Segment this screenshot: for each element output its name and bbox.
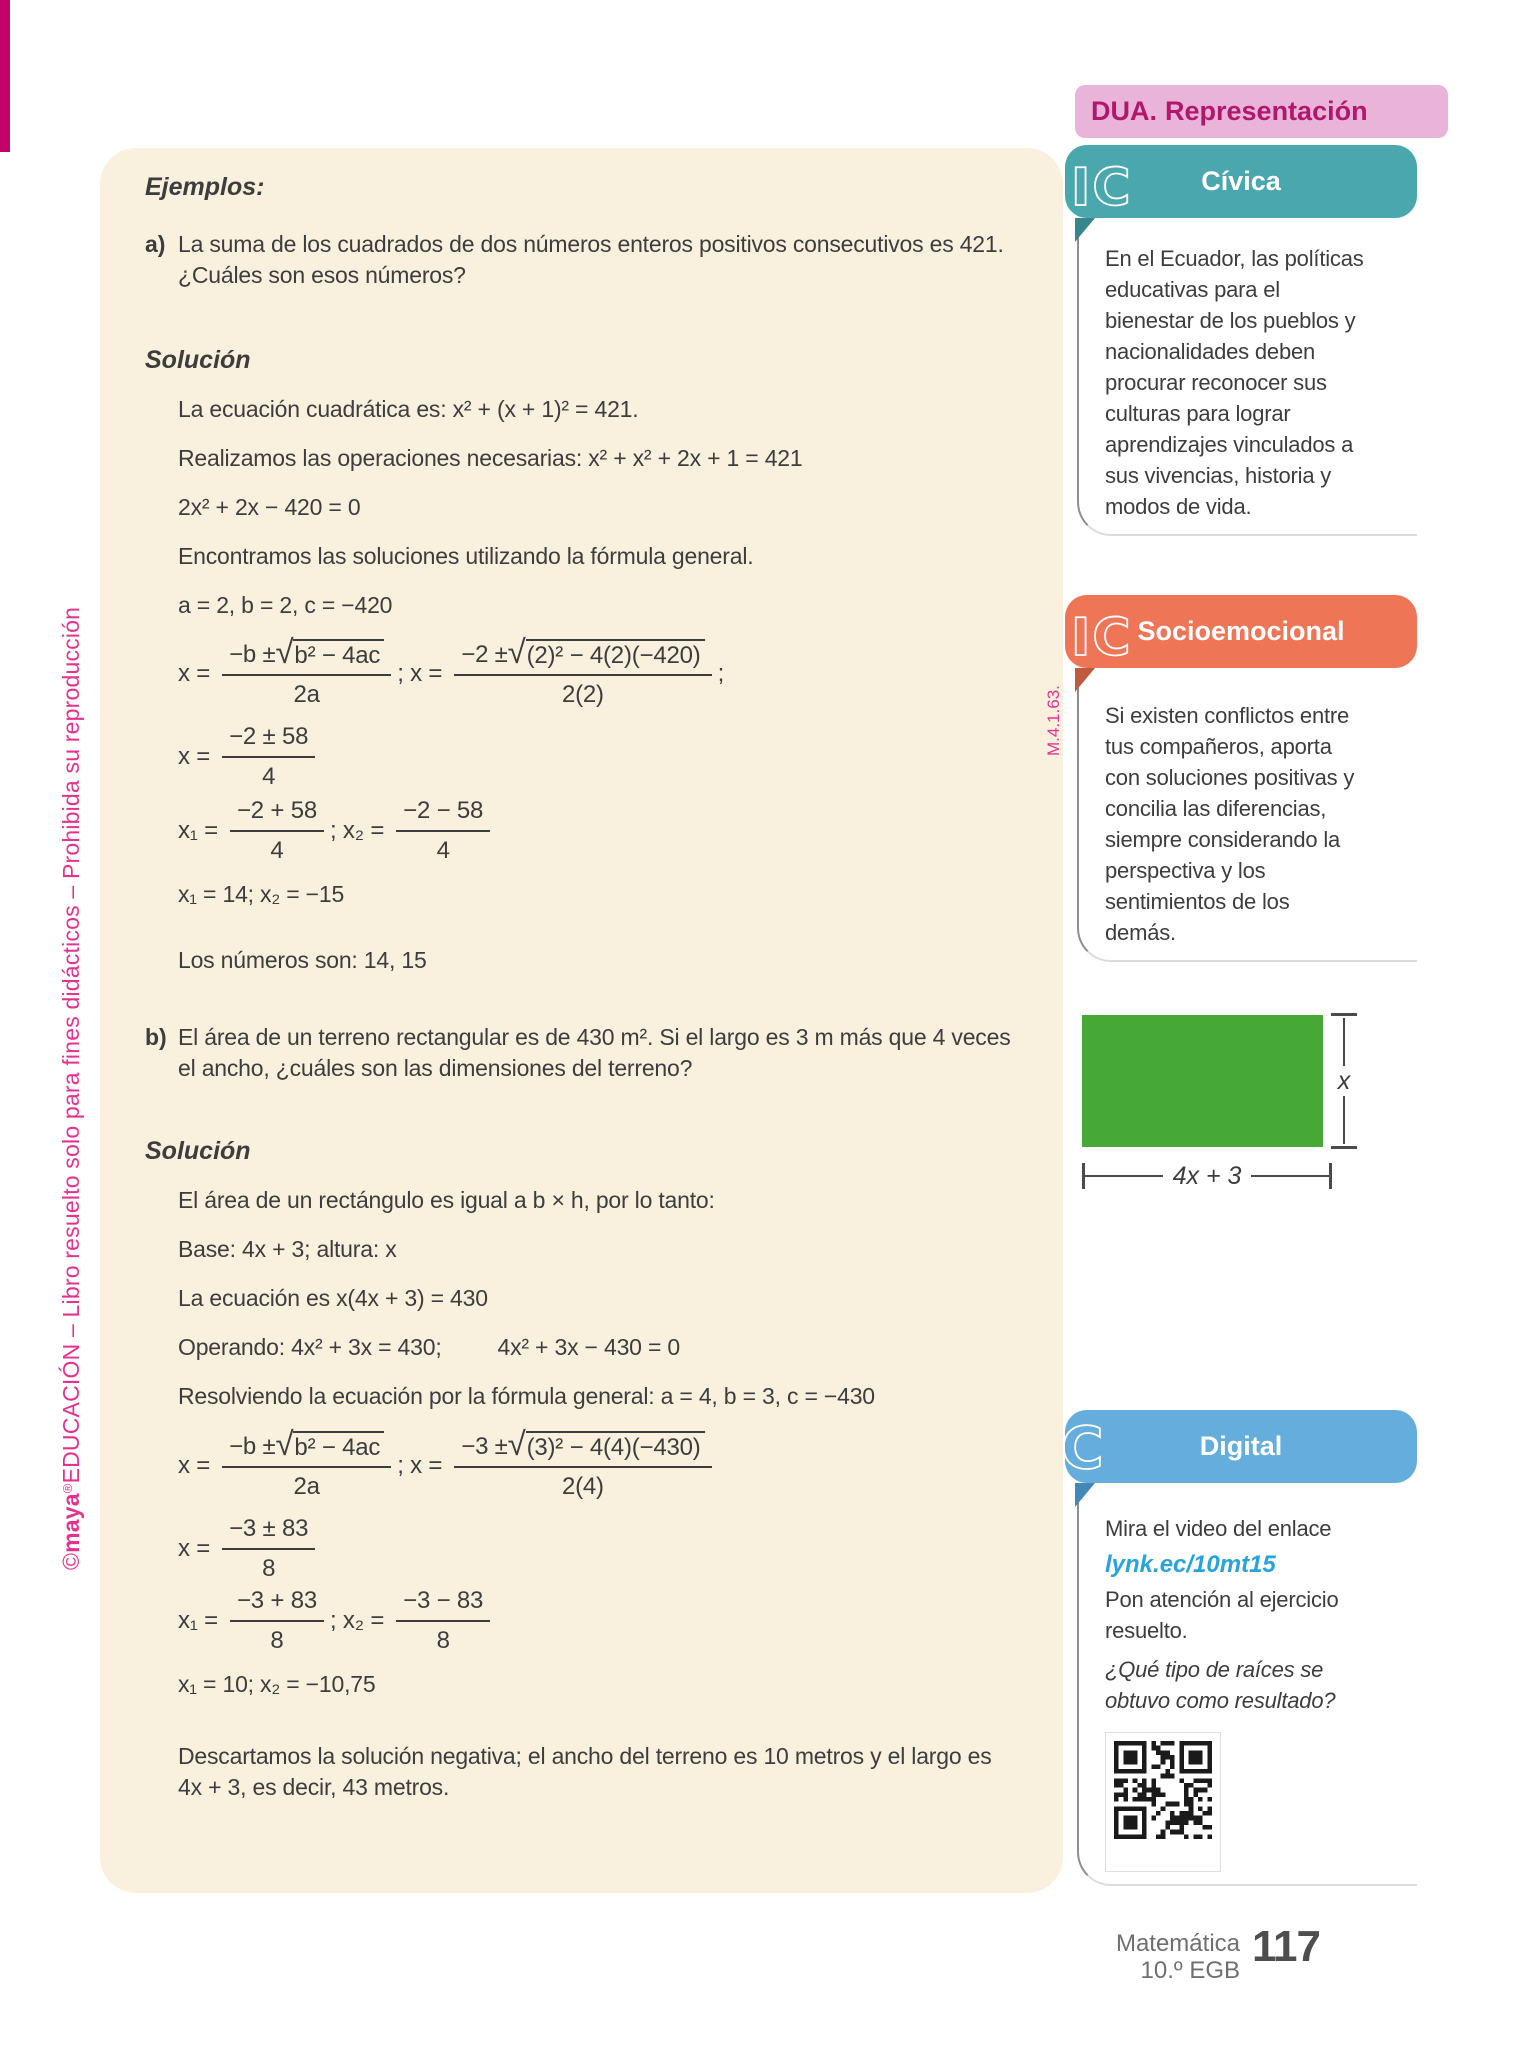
answer-b-line: 4x + 3, es decir, 43 metros. (178, 1774, 450, 1800)
terrain-rectangle (1082, 1015, 1323, 1147)
formula-separator: ; x = (397, 1452, 443, 1479)
c-logo-icon (1059, 1414, 1129, 1485)
page-number: 117 (1252, 1922, 1320, 1971)
sqrt-icon: √ (275, 633, 294, 670)
copyright-symbol: © (58, 1552, 84, 1570)
example-a-marker: a) (145, 231, 166, 257)
solution-b-step: Resolviendo la ecuación por la fórmula general: a = 4, b = 3, c = −430 (178, 1383, 875, 1409)
example-b-line: el ancho, ¿cuáles son las dimensiones del terreno? (178, 1055, 693, 1081)
copyright-notice: – Libro resuelto solo para fines didácticos – Prohibida su reproducción (58, 606, 84, 1344)
sqrt-icon: √ (507, 1425, 526, 1462)
socio-text-line: demás. (1105, 920, 1176, 945)
examples-panel (100, 148, 1063, 1893)
example-b-line: El área de un terreno rectangular es de 430 m². Si el largo es 3 m más que 4 veces (178, 1024, 1011, 1050)
operando-part1: Operando: 4x² + 3x = 430; (178, 1334, 442, 1360)
denominator: 4 (262, 763, 276, 790)
answer-b-line: Descartamos la solución negativa; el ancho del terreno es 10 metros y el largo es (178, 1743, 992, 1769)
digital-question-line: ¿Qué tipo de raíces se (1105, 1657, 1324, 1682)
footer-subject-line: Matemática (1115, 1930, 1240, 1957)
socio-text-line: perspectiva y los (1105, 858, 1266, 883)
height-label: x (1337, 1067, 1351, 1095)
numerator: −3 ± 83 (222, 1515, 315, 1550)
socio-text-line: con soluciones positivas y (1105, 765, 1355, 790)
radicand: b² − 4ac (293, 1431, 384, 1461)
solution-b-step: El área de un rectángulo es igual a b × h, por lo tanto: (178, 1187, 715, 1213)
formula-step-b (178, 1515, 1063, 1583)
dimension-line (1085, 1175, 1163, 1178)
formula-separator: ; x₂ = (330, 1607, 385, 1634)
solution-b-step: Base: 4x + 3; altura: x (178, 1236, 397, 1262)
svg-text:IC: IC (1071, 608, 1133, 668)
formula-lhs: x₁ = (178, 1607, 218, 1634)
dua-prefix: DUA. (1091, 96, 1157, 126)
socio-text-line: siempre considerando la (1105, 827, 1341, 852)
civica-text-line: sus vivencias, historia y (1105, 463, 1332, 488)
formula-end: ; (717, 660, 725, 687)
formula-lhs: x = (178, 743, 211, 770)
dua-label: Representación (1165, 96, 1368, 126)
numerator: −2 + 58 (230, 797, 324, 832)
solucion-b-heading: Solución (145, 1137, 251, 1165)
speech-tail (1075, 1483, 1095, 1507)
roots-formula-a (178, 797, 1063, 865)
numerator-prefix: −b ± (229, 641, 276, 668)
fraction (396, 797, 490, 865)
dimension-cap (1331, 1146, 1357, 1149)
dimension-line (1343, 1096, 1346, 1144)
roots-result-a: x₁ = 14; x₂ = −15 (178, 881, 345, 907)
denominator: 4 (270, 837, 284, 864)
socio-text-line: sentimientos de los (1105, 889, 1290, 914)
civica-text-line: modos de vida. (1105, 494, 1252, 519)
civica-text-line: bienestar de los pueblos y (1105, 308, 1356, 333)
qr-code (1114, 1741, 1212, 1839)
quadratic-formula-a (178, 633, 1063, 709)
numerator-prefix: −3 ± (461, 1433, 508, 1460)
numerator-prefix: −2 ± (461, 641, 508, 668)
civica-header (1065, 145, 1417, 218)
roots-formula-b (178, 1587, 1063, 1655)
speech-tail (1075, 218, 1095, 242)
brand-org: EDUCACIÓN (58, 1343, 84, 1484)
fraction (230, 797, 324, 865)
formula-lhs: x = (178, 1535, 211, 1562)
svg-text:IC: IC (1071, 158, 1133, 218)
numerator-prefix: −b ± (229, 1433, 276, 1460)
dua-banner (1075, 85, 1448, 138)
answer-a: Los números son: 14, 15 (178, 947, 427, 973)
brand-name: maya (58, 1493, 84, 1553)
ejemplos-heading: Ejemplos: (145, 173, 265, 201)
radicand: b² − 4ac (293, 639, 384, 669)
footer-subject (1040, 1930, 1240, 1984)
fraction (222, 633, 391, 709)
formula-lhs: x = (178, 1452, 211, 1479)
formula-separator: ; x₂ = (330, 817, 385, 844)
solution-a-step: a = 2, b = 2, c = −420 (178, 592, 393, 618)
speech-tail (1075, 668, 1095, 692)
formula-lhs: x₁ = (178, 817, 218, 844)
registered-mark: ® (60, 1483, 75, 1494)
civica-text-line: nacionalidades deben (1105, 339, 1316, 364)
civica-text-line: educativas para el (1105, 277, 1280, 302)
digital-card (1061, 1410, 1417, 1886)
civica-text-line: En el Ecuador, las políticas (1105, 246, 1364, 271)
example-b-marker: b) (145, 1024, 167, 1050)
sqrt-icon: √ (275, 1425, 294, 1462)
example-a-line: La suma de los cuadrados de dos números enteros positivos consecutivos es 421. (178, 231, 1004, 257)
denominator: 8 (436, 1627, 450, 1654)
dimension-line (1343, 1018, 1346, 1066)
height-dimension (1330, 1013, 1358, 1149)
denominator: 2(4) (561, 1473, 604, 1500)
quadratic-formula-b (178, 1425, 1063, 1501)
socioemocional-title: Socioemocional (1137, 616, 1345, 646)
fraction (454, 1425, 711, 1501)
example-a (145, 229, 1063, 291)
socioemocional-header (1065, 595, 1417, 668)
formula-step-a (178, 723, 1063, 791)
numerator: −3 − 83 (396, 1587, 490, 1622)
example-b (145, 1022, 1063, 1084)
ic-logo-icon (1069, 153, 1165, 224)
formula-separator: ; x = (397, 660, 443, 687)
digital-question-line: obtuvo como resultado? (1105, 1688, 1336, 1713)
fraction (222, 1515, 315, 1583)
corner-accent-bar (0, 0, 10, 152)
fraction (396, 1587, 490, 1655)
denominator: 2a (293, 681, 320, 708)
civica-text-line: aprendizajes vinculados a (1105, 432, 1354, 457)
civica-text-line: culturas para lograr (1105, 401, 1291, 426)
socio-text-line: tus compañeros, aporta (1105, 734, 1332, 759)
digital-body (1077, 1483, 1417, 1886)
sqrt-icon: √ (507, 633, 526, 670)
civica-text-line: procurar reconocer sus (1105, 370, 1327, 395)
solution-a-step: La ecuación cuadrática es: x² + (x + 1)² = 421. (178, 396, 639, 422)
dimension-tick (1329, 1163, 1332, 1189)
denominator: 8 (270, 1627, 284, 1654)
civica-body (1077, 218, 1417, 536)
solution-a-step: 2x² + 2x − 420 = 0 (178, 494, 361, 520)
solution-a-step: Encontramos las soluciones utilizando la fórmula general. (178, 543, 754, 569)
numerator: −3 + 83 (230, 1587, 324, 1622)
numerator: −2 ± 58 (222, 723, 315, 758)
denominator: 8 (262, 1555, 276, 1582)
fraction (230, 1587, 324, 1655)
socioemocional-body (1077, 668, 1417, 962)
svg-text:C: C (1061, 1414, 1104, 1480)
dimension-line (1251, 1175, 1329, 1178)
width-label: 4x + 3 (1172, 1162, 1242, 1190)
video-link[interactable]: lynk.ec/10mt15 (1105, 1551, 1276, 1578)
copyright-vertical-text (58, 607, 85, 1570)
socio-text-line: concilia las diferencias, (1105, 796, 1327, 821)
solution-b-step: La ecuación es x(4x + 3) = 430 (178, 1285, 488, 1311)
example-a-line: ¿Cuáles son esos números? (178, 262, 466, 288)
digital-header (1061, 1410, 1417, 1483)
formula-lhs: x = (178, 660, 211, 687)
digital-text-line: Mira el video del enlace (1105, 1516, 1332, 1541)
solucion-a-heading: Solución (145, 346, 251, 374)
digital-title: Digital (1199, 1431, 1283, 1461)
operando-part2: 4x² + 3x − 430 = 0 (497, 1334, 680, 1360)
civica-card (1065, 145, 1417, 536)
fraction (222, 1425, 391, 1501)
denominator: 4 (436, 837, 450, 864)
solution-b-step (178, 1332, 1063, 1362)
footer-grade-line: 10.º EGB (1140, 1957, 1240, 1984)
denominator: 2a (293, 1473, 320, 1500)
digital-text-line: resuelto. (1105, 1618, 1188, 1643)
qr-box (1105, 1732, 1221, 1872)
radicand: (3)² − 4(4)(−430) (526, 1431, 705, 1461)
digital-text-line: Pon atención al ejercicio (1105, 1587, 1339, 1612)
roots-result-b: x₁ = 10; x₂ = −10,75 (178, 1671, 376, 1697)
socioemocional-card (1065, 595, 1417, 962)
radicand: (2)² − 4(2)(−420) (526, 639, 705, 669)
standard-code: M.4.1.63. (1044, 685, 1063, 756)
fraction (454, 633, 711, 709)
numerator: −2 − 58 (396, 797, 490, 832)
dimension-cap (1331, 1013, 1357, 1016)
civica-title: Cívica (1201, 166, 1281, 196)
solution-a-step: Realizamos las operaciones necesarias: x² + x² + 2x + 1 = 421 (178, 445, 803, 471)
socio-text-line: Si existen conflictos entre (1105, 703, 1350, 728)
denominator: 2(2) (561, 681, 604, 708)
width-dimension (1082, 1161, 1332, 1191)
fraction (222, 723, 315, 791)
